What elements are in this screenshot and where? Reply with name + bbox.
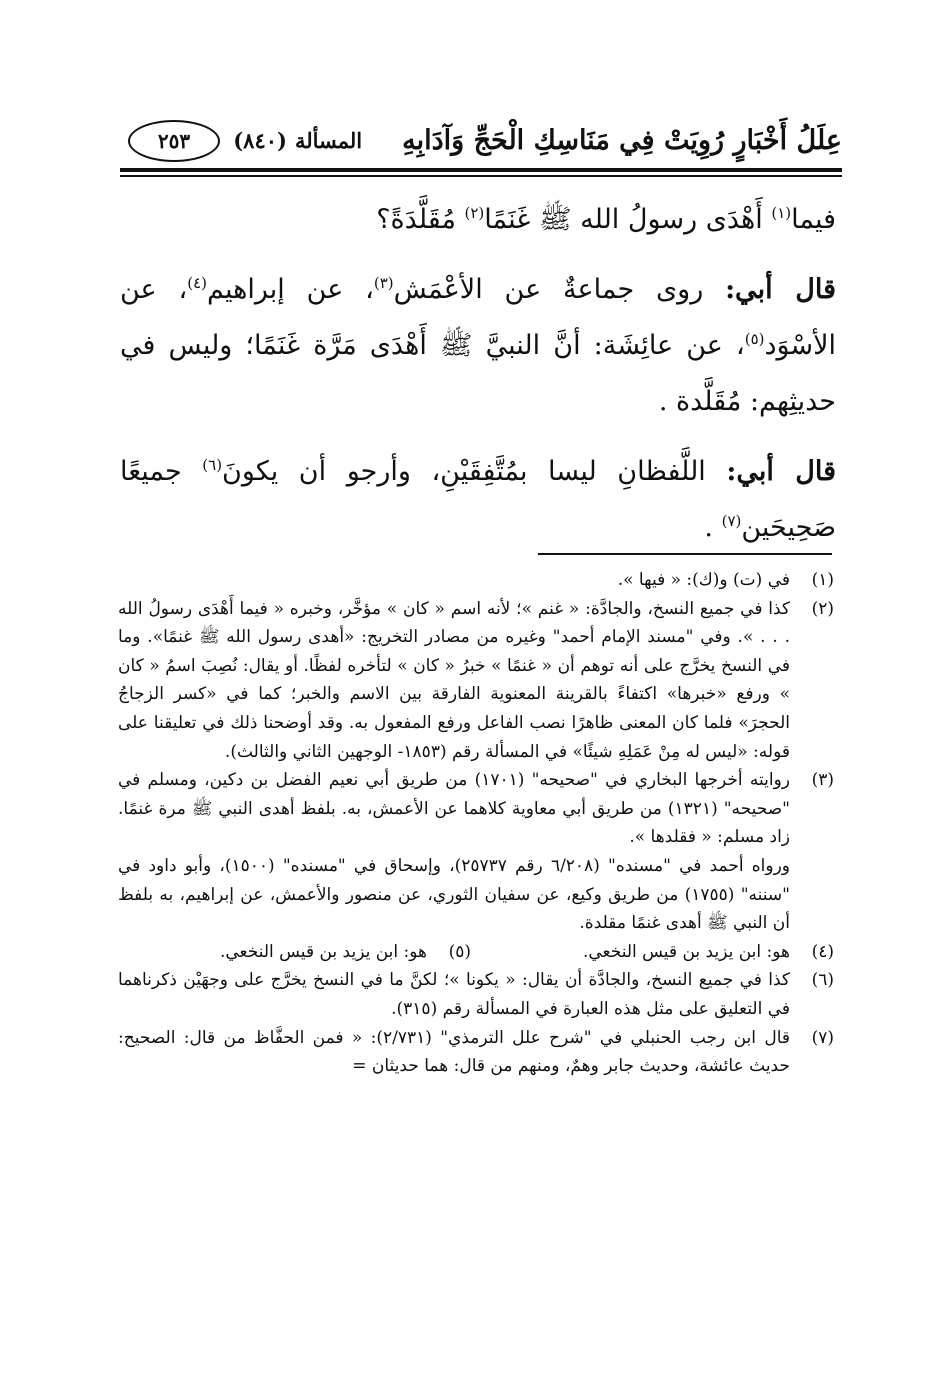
- footnote-text: كذا في جميع النسخ، والجادَّة: « غنم »؛ لأنه اسم « كان » مؤخَّر، وخبره « فيما أَهْدَى رسولُ الله . . . ». وفي "مسند الإمام أحمد" وغيره من مصادر التخريج: «أهدى رسول الله ﷺ غنمًا». وما في النسخ يخرَّج على أنه توهم أن « غنمًا » خبرُ « كان » لتأخره لفظًا. أو يقال: نُصِبَ اسمُ « كان » ورفع «خبرها» اكتفاءً بالقرينة المعنوية الفارقة بين الاسم والخبر؛ كما في «كسر الزجاجُ الحجرَ» فلما كان المعنى ظاهرًا نصب الفاعل ورفع المفعول به. وقد أوضحنا ذلك في تعليقنا على قوله: «ليس له مِنْ عَمَلِهِ شيئًا» في المسألة رقم (١٨٥٣- الوجهين الثاني والثالث).: [118, 598, 790, 762]
- footnote-row: [118, 938, 834, 967]
- answer2-text-3: .: [704, 512, 722, 543]
- speaker-label: قال أبي:: [725, 274, 836, 305]
- footnote-ref-3[interactable]: (٣): [373, 274, 394, 292]
- question-text-2: أَهْدَى رسولُ الله ﷺ غَنَمًا: [484, 204, 772, 235]
- answer2-text-1: اللَّفظانِ ليسا بمُتَّفِقَيْنِ، وأرجو أن يكونَ: [222, 456, 727, 487]
- speaker-label: قال أبي:: [726, 456, 836, 487]
- page-number-badge: [128, 120, 220, 162]
- answer2-text-2: جميعًا صَحِيحَين: [120, 456, 836, 543]
- footnote-item: [118, 595, 834, 767]
- footnote-text-continued: ورواه أحمد في "مسنده" (٦/٢٠٨ رقم ٢٥٧٣٧)، وإسحاق في "مسنده" (١٥٠٠)، وأبو داود في "سننه" (١٧٥٥) من طريق وكيع، عن سفيان الثوري، عن منصور والأعمش، عن إبراهيم، به بلفظ أن النبي ﷺ أهدى غنمًا مقلدة.: [118, 855, 790, 934]
- footnote-number: (٤): [811, 941, 834, 962]
- issue-number: (٨٤٠): [233, 127, 287, 153]
- footnote-separator: [538, 553, 832, 555]
- question-paragraph: [120, 192, 836, 248]
- footnote-text: كذا في جميع النسخ، والجادَّة أن يقال: « يكونا »؛ لكنَّ ما في النسخ يخرَّج على وجهَيْن ذكرناهما في التعليق على مثل هذه العبارة في المسألة رقم (٣١٥).: [118, 970, 790, 1019]
- issue-label: المسألة: [294, 127, 363, 153]
- answer1-text-4: ، عن عائِشَة: أنَّ النبيَّ ﷺ أَهْدَى مَرَّة غَنَمًا؛ وليس في حديثِهم: مُقَلَّدة .: [120, 330, 836, 417]
- answer1-text-2: ، عن إبراهيم: [207, 274, 374, 305]
- footnote-ref-2[interactable]: (٢): [464, 204, 485, 222]
- answer1-text-3: ، عن الأسْوَد: [120, 274, 836, 361]
- footnote-number: (٥): [448, 941, 471, 962]
- footnote-item: [481, 938, 834, 967]
- footnote-number: (٦): [811, 970, 834, 991]
- footnote-ref-1[interactable]: (١): [771, 204, 792, 222]
- answer-paragraph-2: [120, 444, 836, 556]
- page-number: ٢٥٣: [157, 129, 191, 153]
- running-header: [120, 118, 842, 162]
- footnote-number: (٢): [811, 598, 834, 619]
- main-text: [120, 192, 836, 556]
- footnote-item: [118, 566, 834, 595]
- footnote-item: [118, 766, 834, 938]
- footnotes: [118, 566, 834, 1081]
- footnote-number: (١): [811, 570, 834, 590]
- footnote-item: [118, 938, 471, 967]
- footnote-text: هو: ابن يزيد بن قيس النخعي.: [582, 941, 790, 962]
- footnote-text: هو: ابن يزيد بن قيس النخعي.: [219, 941, 427, 962]
- footnote-number: (٧): [811, 1027, 834, 1048]
- question-text-1: فيما: [791, 204, 836, 235]
- question-text-3: مُقَلَّدَةً؟: [376, 204, 465, 235]
- footnote-item: [118, 966, 834, 1023]
- footnote-text: روايته أخرجها البخاري في "صحيحه" (١٧٠١) من طريق أبي نعيم الفضل بن دكين، ومسلم في "صحيحه" (١٣٢١) من طريق أبي معاوية كلاهما عن الأعمش، به. بلفظ أهدى النبي ﷺ مرة غنمًا. زاد مسلم: « فقلدها ».: [118, 770, 790, 848]
- footnote-ref-6[interactable]: (٦): [202, 456, 223, 474]
- footnote-ref-7[interactable]: (٧): [721, 512, 742, 530]
- answer-paragraph-1: [120, 262, 836, 430]
- answer1-text-1: روى جماعةٌ عن الأعْمَش: [393, 274, 726, 305]
- footnote-item: [118, 1024, 834, 1081]
- header-rule-thick: [120, 168, 842, 172]
- header-rule-thin: [120, 175, 842, 177]
- footnote-text: في (ت) و(ك): « فيها ».: [617, 570, 790, 590]
- footnote-text: قال ابن رجب الحنبلي في "شرح علل الترمذي" (٢/٧٣١): « فمن الحفَّاظ من قال: الصحيح: حديث عائشة، وحديث جابر وهمٌ، ومنهم من قال: هما حديثان =: [118, 1027, 790, 1077]
- book-title: عِلَلُ أَخْبَارٍ رُوِيَتْ فِي مَنَاسِكِ الْحَجِّ وَآدَابِهِ: [402, 124, 842, 156]
- footnote-ref-4[interactable]: (٤): [187, 274, 208, 292]
- footnote-number: (٣): [811, 770, 834, 791]
- footnote-ref-5[interactable]: (٥): [744, 330, 765, 348]
